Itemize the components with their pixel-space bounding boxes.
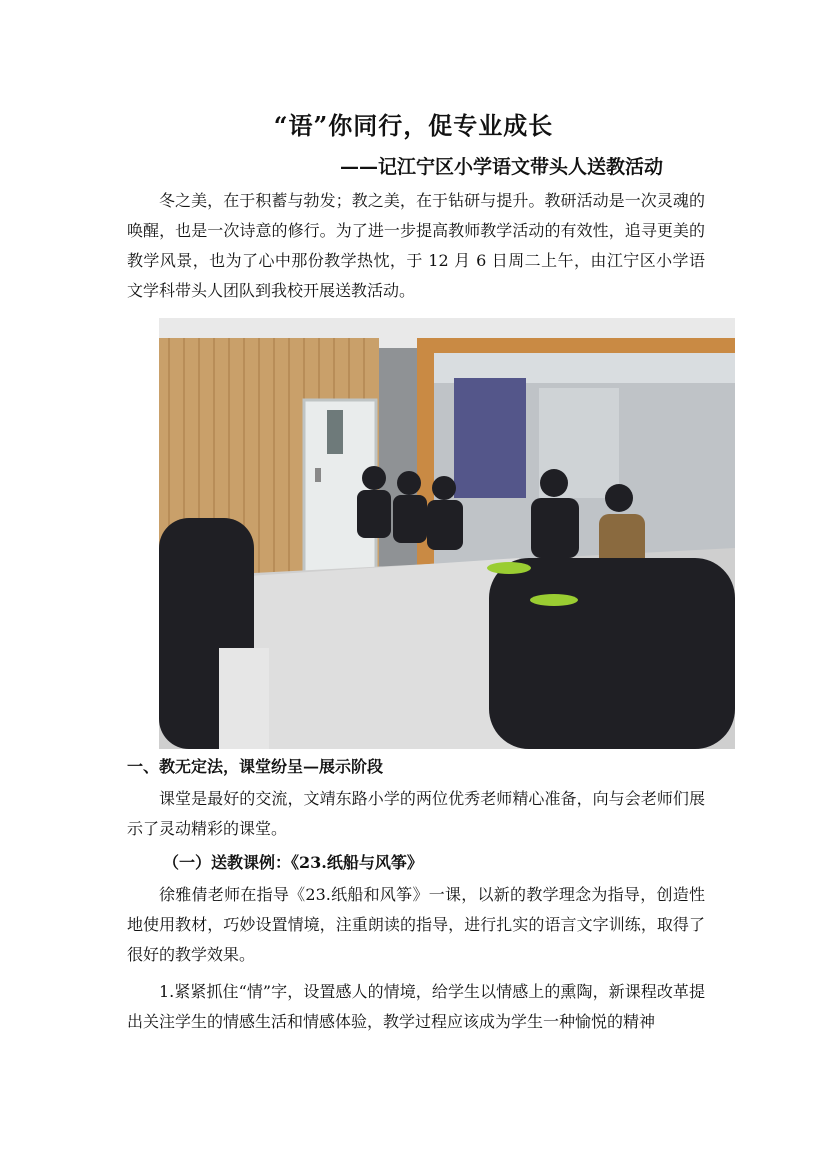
- classroom-photo-illustration: [159, 318, 735, 749]
- section-1-paragraph: 课堂是最好的交流，文靖东路小学的两位优秀老师精心准备，向与会老师们展示了灵动精彩的课堂。: [127, 789, 705, 838]
- subsection-1-heading: （一）送教课例：《23.纸船与风筝》: [163, 853, 423, 872]
- classroom-photo: [159, 318, 735, 749]
- point-1-paragraph: 1.紧紧抓住“情”字，设置感人的情境，给学生以情感上的熏陶，新课程改革提出关注学生的情感生活和情感体验，教学过程应该成为学生一种愉悦的精神: [127, 982, 705, 1031]
- subsection-1-paragraph: 徐雅倩老师在指导《23.纸船和风筝》一课，以新的教学理念为指导，创造性地使用教材，巧妙设置情境，注重朗读的指导，进行扎实的语言文字训练，取得了很好的教学效果。: [127, 885, 705, 964]
- page-title: “语”你同行，促专业成长: [273, 111, 554, 140]
- intro-paragraph: 冬之美，在于积蓄与勃发；教之美，在于钻研与提升。教研活动是一次灵魂的唤醒，也是一次诗意的修行。为了进一步提高教师教学活动的有效性，追寻更美的教学风景，也为了心中那份教学热忱，于 12 月 6 日周二上午，由江宁区小学语文学科带头人团队到我校开展送教活动。: [127, 191, 705, 300]
- page-subtitle: ——记江宁区小学语文带头人送教活动: [340, 156, 664, 178]
- section-1-heading: 一、教无定法，课堂纷呈—展示阶段: [127, 757, 384, 776]
